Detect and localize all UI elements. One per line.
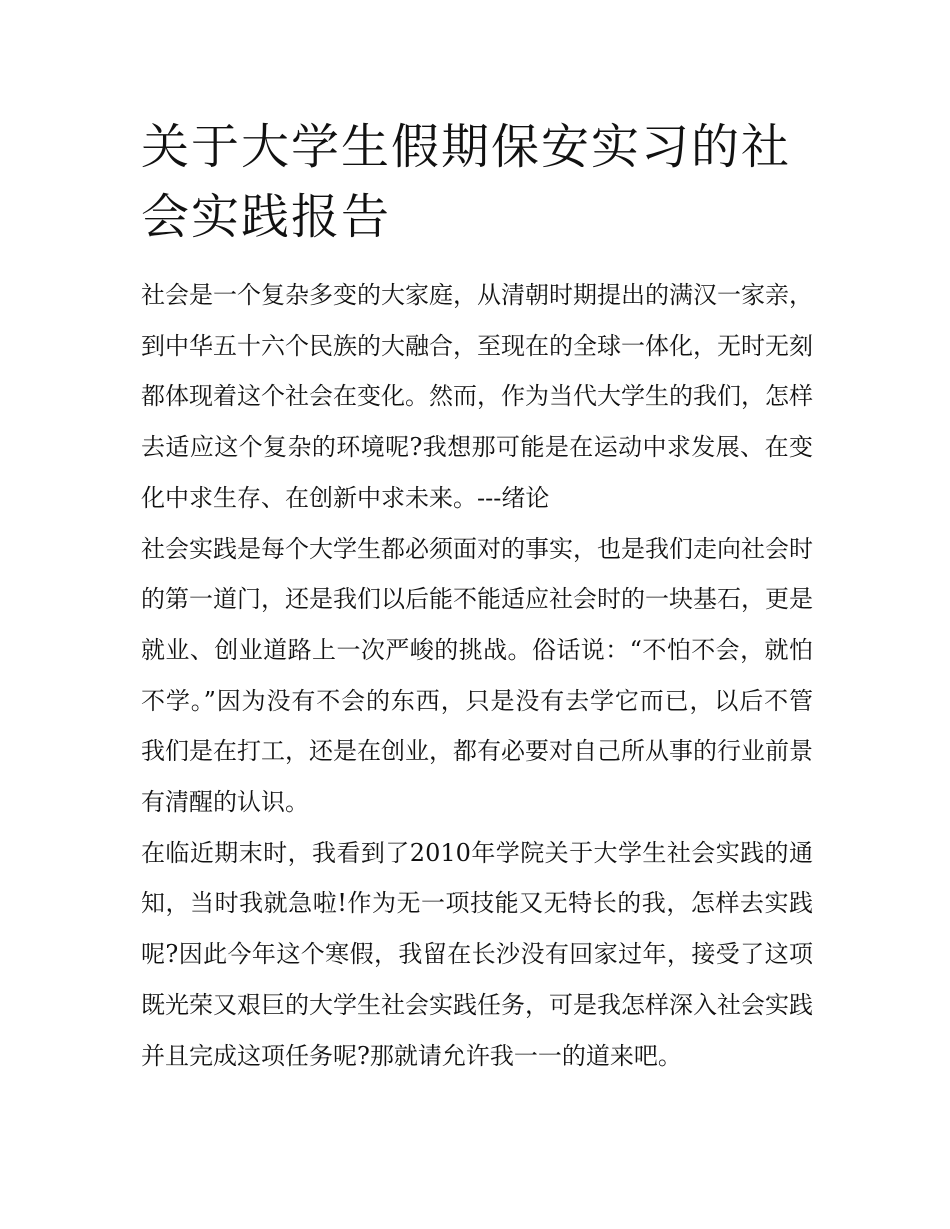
document-title: 关于大学生假期保安实习的社会实践报告 bbox=[141, 119, 792, 245]
paragraph-winter-break: 在临近期末时，我看到了2010年学院关于大学生社会实践的通知，当时我就急啦!作为无一项技能又无特长的我，怎样去实践呢?因此今年这个寒假，我留在长沙没有回家过年，接受了这项既光荣又艰巨的大学生社会实践任务，可是我怎样深入社会实践并且完成这项任务呢?那就请允许我一一的道来吧。 bbox=[141, 838, 813, 1070]
document-page bbox=[141, 112, 813, 1081]
paragraph-introduction: 社会是一个复杂多变的大家庭，从清朝时期提出的满汉一家亲，到中华五十六个民族的大融合，至现在的全球一体化，无时无刻都体现着这个社会在变化。然而，作为当代大学生的我们，怎样去适应这个复杂的环境呢?我想那可能是在运动中求发展、在变化中求生存、在创新中求未来。---绪论 bbox=[141, 281, 813, 512]
paragraph-social-practice: 社会实践是每个大学生都必须面对的事实，也是我们走向社会时的第一道门，还是我们以后能不能适应社会时的一块基石，更是就业、创业道路上一次严峻的挑战。俗话说：“不怕不会，就怕不学。”因为没有不会的东西，只是没有去学它而已，以后不管我们是在打工，还是在创业，都有必要对自己所从事的行业前景有清醒的认识。 bbox=[141, 534, 813, 817]
